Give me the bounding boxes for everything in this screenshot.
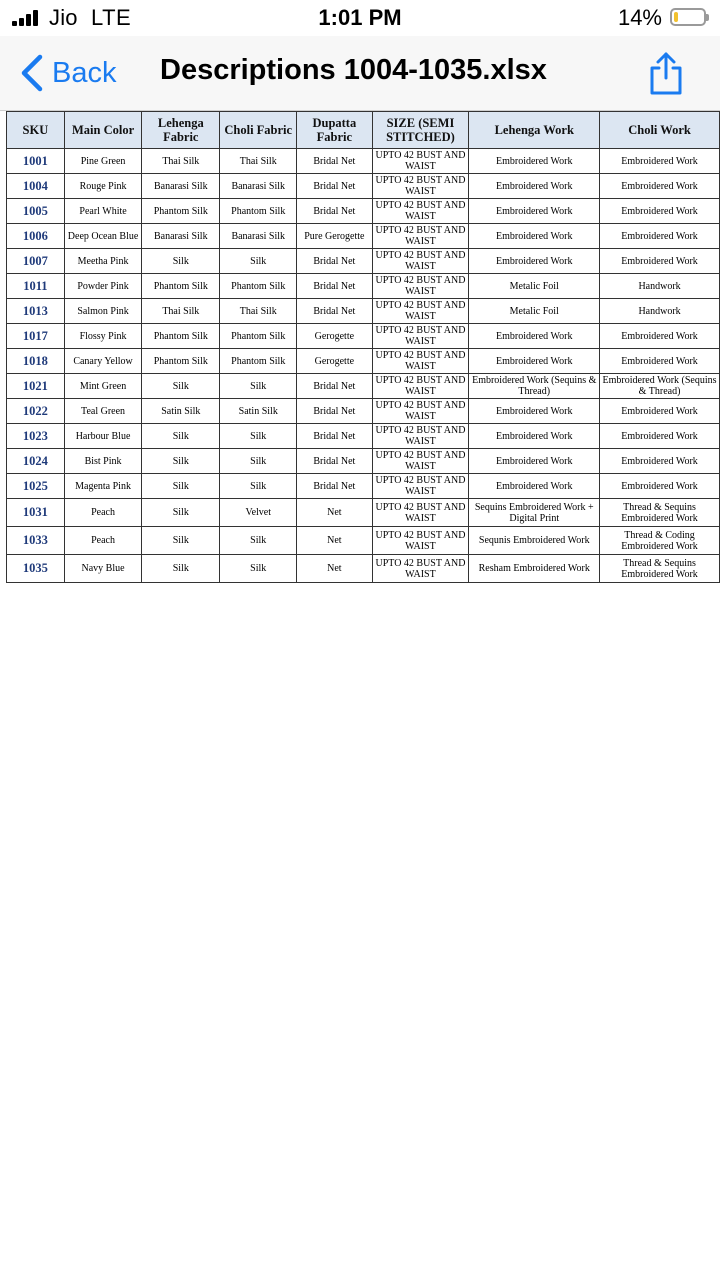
- cell-choli-work[interactable]: Embroidered Work: [600, 474, 720, 499]
- share-icon[interactable]: [646, 50, 686, 96]
- cell-choli-fabric[interactable]: Silk: [220, 424, 297, 449]
- table-row: [7, 424, 720, 449]
- header-lehenga-fabric: Lehenga Fabric: [142, 112, 220, 149]
- cell-dupatta-fabric[interactable]: Gerogette: [297, 324, 372, 349]
- cell-sku[interactable]: 1033: [7, 527, 65, 555]
- cell-lehenga-work[interactable]: Metalic Foil: [469, 274, 600, 299]
- cell-main-color[interactable]: Peach: [64, 527, 141, 555]
- cell-lehenga-work[interactable]: Resham Embroidered Work: [469, 555, 600, 583]
- cell-size[interactable]: UPTO 42 BUST AND WAIST: [372, 499, 469, 527]
- cell-main-color[interactable]: Pearl White: [64, 199, 141, 224]
- network-type: LTE: [91, 5, 132, 30]
- header-choli-work: Choli Work: [600, 112, 720, 149]
- cell-dupatta-fabric[interactable]: Bridal Net: [297, 249, 372, 274]
- cell-choli-work[interactable]: Thread & Coding Embroidered Work: [600, 527, 720, 555]
- navigation-bar: [0, 36, 720, 111]
- cell-size[interactable]: UPTO 42 BUST AND WAIST: [372, 149, 469, 174]
- cell-size[interactable]: UPTO 42 BUST AND WAIST: [372, 527, 469, 555]
- cell-main-color[interactable]: Magenta Pink: [64, 474, 141, 499]
- cell-lehenga-work[interactable]: Embroidered Work: [469, 349, 600, 374]
- table-row: [7, 324, 720, 349]
- cell-dupatta-fabric[interactable]: Bridal Net: [297, 299, 372, 324]
- cell-lehenga-work[interactable]: Embroidered Work: [469, 474, 600, 499]
- cell-size[interactable]: UPTO 42 BUST AND WAIST: [372, 424, 469, 449]
- cell-dupatta-fabric[interactable]: Bridal Net: [297, 474, 372, 499]
- cell-choli-work[interactable]: Thread & Sequins Embroidered Work: [600, 499, 720, 527]
- table-row: [7, 274, 720, 299]
- cell-main-color[interactable]: Navy Blue: [64, 555, 141, 583]
- header-main-color: Main Color: [64, 112, 141, 149]
- cell-sku[interactable]: 1017: [7, 324, 65, 349]
- cell-size[interactable]: UPTO 42 BUST AND WAIST: [372, 374, 469, 399]
- cell-sku[interactable]: 1025: [7, 474, 65, 499]
- cell-sku[interactable]: 1035: [7, 555, 65, 583]
- cell-main-color[interactable]: Salmon Pink: [64, 299, 141, 324]
- cell-choli-work[interactable]: Embroidered Work: [600, 149, 720, 174]
- cell-size[interactable]: UPTO 42 BUST AND WAIST: [372, 555, 469, 583]
- table-row: [7, 474, 720, 499]
- status-time: 1:01 PM: [318, 5, 402, 30]
- cell-lehenga-work[interactable]: Embroidered Work: [469, 449, 600, 474]
- cell-size[interactable]: UPTO 42 BUST AND WAIST: [372, 349, 469, 374]
- cell-size[interactable]: UPTO 42 BUST AND WAIST: [372, 249, 469, 274]
- cell-dupatta-fabric[interactable]: Gerogette: [297, 349, 372, 374]
- table-row: [7, 449, 720, 474]
- cell-size[interactable]: UPTO 42 BUST AND WAIST: [372, 299, 469, 324]
- cell-choli-fabric[interactable]: Phantom Silk: [220, 199, 297, 224]
- cell-lehenga-fabric[interactable]: Silk: [142, 527, 220, 555]
- cell-main-color[interactable]: Peach: [64, 499, 141, 527]
- cell-lehenga-work[interactable]: Sequnis Embroidered Work: [469, 527, 600, 555]
- table-row: [7, 349, 720, 374]
- cell-choli-work[interactable]: Embroidered Work: [600, 199, 720, 224]
- cell-dupatta-fabric[interactable]: Bridal Net: [297, 424, 372, 449]
- cell-dupatta-fabric[interactable]: Net: [297, 499, 372, 527]
- cell-main-color[interactable]: Teal Green: [64, 399, 141, 424]
- cell-size[interactable]: UPTO 42 BUST AND WAIST: [372, 224, 469, 249]
- cell-choli-fabric[interactable]: Phantom Silk: [220, 274, 297, 299]
- table-row: [7, 299, 720, 324]
- cell-choli-fabric[interactable]: Phantom Silk: [220, 349, 297, 374]
- cell-main-color[interactable]: Harbour Blue: [64, 424, 141, 449]
- carrier-name: Jio: [49, 5, 78, 30]
- cell-lehenga-work[interactable]: Metalic Foil: [469, 299, 600, 324]
- battery-percent: 14%: [617, 5, 662, 30]
- cell-main-color[interactable]: Bist Pink: [64, 449, 141, 474]
- cell-lehenga-work[interactable]: Embroidered Work: [469, 174, 600, 199]
- cell-choli-fabric[interactable]: Thai Silk: [220, 299, 297, 324]
- cell-sku[interactable]: 1021: [7, 374, 65, 399]
- header-sku: SKU: [7, 112, 65, 149]
- cell-lehenga-fabric[interactable]: Phantom Silk: [142, 349, 220, 374]
- cell-choli-work[interactable]: Embroidered Work: [600, 249, 720, 274]
- cell-size[interactable]: UPTO 42 BUST AND WAIST: [372, 324, 469, 349]
- cell-sku[interactable]: 1018: [7, 349, 65, 374]
- battery-level-fill: [674, 12, 678, 22]
- cell-choli-work[interactable]: Embroidered Work: [600, 399, 720, 424]
- cell-choli-work[interactable]: Handwork: [600, 274, 720, 299]
- battery-icon: [670, 8, 706, 26]
- cell-main-color[interactable]: Flossy Pink: [64, 324, 141, 349]
- cell-dupatta-fabric[interactable]: Net: [297, 527, 372, 555]
- status-bar: [0, 0, 720, 36]
- cell-lehenga-work[interactable]: Embroidered Work (Sequins & Thread): [469, 374, 600, 399]
- cell-choli-fabric[interactable]: Silk: [220, 374, 297, 399]
- cell-lehenga-fabric[interactable]: Satin Silk: [142, 399, 220, 424]
- cell-lehenga-fabric[interactable]: Phantom Silk: [142, 324, 220, 349]
- cell-choli-fabric[interactable]: Silk: [220, 474, 297, 499]
- cell-sku[interactable]: 1011: [7, 274, 65, 299]
- chevron-left-icon: [18, 53, 48, 93]
- table-row: [7, 199, 720, 224]
- header-dupatta-fabric: Dupatta Fabric: [297, 112, 372, 149]
- cell-lehenga-fabric[interactable]: Thai Silk: [142, 149, 220, 174]
- table-row: [7, 399, 720, 424]
- header-size: SIZE (SEMI STITCHED): [372, 112, 469, 149]
- cell-lehenga-work[interactable]: Sequins Embroidered Work + Digital Print: [469, 499, 600, 527]
- cell-dupatta-fabric[interactable]: Bridal Net: [297, 149, 372, 174]
- cell-lehenga-fabric[interactable]: Phantom Silk: [142, 274, 220, 299]
- cell-lehenga-fabric[interactable]: Silk: [142, 555, 220, 583]
- cell-lehenga-fabric[interactable]: Thai Silk: [142, 299, 220, 324]
- cell-size[interactable]: UPTO 42 BUST AND WAIST: [372, 174, 469, 199]
- header-choli-fabric: Choli Fabric: [220, 112, 297, 149]
- cell-main-color[interactable]: Canary Yellow: [64, 349, 141, 374]
- table-row: [7, 174, 720, 199]
- cell-choli-fabric[interactable]: Silk: [220, 449, 297, 474]
- cell-lehenga-fabric[interactable]: Silk: [142, 374, 220, 399]
- table-row: [7, 374, 720, 399]
- cell-choli-fabric[interactable]: Silk: [220, 555, 297, 583]
- cell-choli-fabric[interactable]: Silk: [220, 527, 297, 555]
- cell-lehenga-fabric[interactable]: Banarasi Silk: [142, 224, 220, 249]
- cell-size[interactable]: UPTO 42 BUST AND WAIST: [372, 199, 469, 224]
- spreadsheet-table: [6, 111, 720, 583]
- cell-choli-fabric[interactable]: Silk: [220, 249, 297, 274]
- cell-sku[interactable]: 1013: [7, 299, 65, 324]
- cell-lehenga-work[interactable]: Embroidered Work: [469, 249, 600, 274]
- table-row: [7, 555, 720, 583]
- cell-choli-work[interactable]: Embroidered Work: [600, 224, 720, 249]
- cell-dupatta-fabric[interactable]: Net: [297, 555, 372, 583]
- cell-lehenga-work[interactable]: Embroidered Work: [469, 424, 600, 449]
- cell-size[interactable]: UPTO 42 BUST AND WAIST: [372, 449, 469, 474]
- cell-sku[interactable]: 1023: [7, 424, 65, 449]
- cell-sku[interactable]: 1001: [7, 149, 65, 174]
- cell-choli-work[interactable]: Handwork: [600, 299, 720, 324]
- cell-main-color[interactable]: Powder Pink: [64, 274, 141, 299]
- cell-dupatta-fabric[interactable]: Bridal Net: [297, 449, 372, 474]
- cell-choli-work[interactable]: Embroidered Work: [600, 324, 720, 349]
- cell-lehenga-work[interactable]: Embroidered Work: [469, 199, 600, 224]
- table-row: [7, 224, 720, 249]
- table-row: [7, 527, 720, 555]
- cell-sku[interactable]: 1022: [7, 399, 65, 424]
- cell-choli-fabric[interactable]: Banarasi Silk: [220, 224, 297, 249]
- cell-main-color[interactable]: Pine Green: [64, 149, 141, 174]
- cell-main-color[interactable]: Meetha Pink: [64, 249, 141, 274]
- cell-choli-work[interactable]: Thread & Sequins Embroidered Work: [600, 555, 720, 583]
- back-button[interactable]: [18, 50, 116, 96]
- cell-choli-fabric[interactable]: Banarasi Silk: [220, 174, 297, 199]
- cell-main-color[interactable]: Mint Green: [64, 374, 141, 399]
- cell-choli-fabric[interactable]: Satin Silk: [220, 399, 297, 424]
- cell-lehenga-fabric[interactable]: Silk: [142, 424, 220, 449]
- cell-size[interactable]: UPTO 42 BUST AND WAIST: [372, 274, 469, 299]
- cell-sku[interactable]: 1004: [7, 174, 65, 199]
- table-row: [7, 149, 720, 174]
- cell-lehenga-fabric[interactable]: Silk: [142, 474, 220, 499]
- cell-lehenga-fabric[interactable]: Silk: [142, 449, 220, 474]
- header-lehenga-work: Lehenga Work: [469, 112, 600, 149]
- cell-choli-fabric[interactable]: Thai Silk: [220, 149, 297, 174]
- cell-choli-work[interactable]: Embroidered Work (Sequins & Thread): [600, 374, 720, 399]
- cell-main-color[interactable]: Rouge Pink: [64, 174, 141, 199]
- cell-main-color[interactable]: Deep Ocean Blue: [64, 224, 141, 249]
- cell-lehenga-work[interactable]: Embroidered Work: [469, 224, 600, 249]
- cell-size[interactable]: UPTO 42 BUST AND WAIST: [372, 474, 469, 499]
- table-row: [7, 499, 720, 527]
- cell-lehenga-work[interactable]: Embroidered Work: [469, 149, 600, 174]
- table-row: [7, 249, 720, 274]
- cell-size[interactable]: UPTO 42 BUST AND WAIST: [372, 399, 469, 424]
- cell-dupatta-fabric[interactable]: Bridal Net: [297, 399, 372, 424]
- cell-sku[interactable]: 1006: [7, 224, 65, 249]
- back-label: Back: [52, 56, 117, 89]
- cell-sku[interactable]: 1005: [7, 199, 65, 224]
- cell-choli-work[interactable]: Embroidered Work: [600, 174, 720, 199]
- cell-lehenga-work[interactable]: Embroidered Work: [469, 324, 600, 349]
- cell-lehenga-work[interactable]: Embroidered Work: [469, 399, 600, 424]
- cell-dupatta-fabric[interactable]: Bridal Net: [297, 174, 372, 199]
- cell-dupatta-fabric[interactable]: Bridal Net: [297, 199, 372, 224]
- cell-sku[interactable]: 1024: [7, 449, 65, 474]
- cell-sku[interactable]: 1031: [7, 499, 65, 527]
- cell-dupatta-fabric[interactable]: Pure Gerogette: [297, 224, 372, 249]
- cell-dupatta-fabric[interactable]: Bridal Net: [297, 274, 372, 299]
- document-title: Descriptions 1004-1035.xlsx: [160, 54, 547, 86]
- cell-choli-fabric[interactable]: Phantom Silk: [220, 324, 297, 349]
- cell-choli-work[interactable]: Embroidered Work: [600, 349, 720, 374]
- cell-choli-fabric[interactable]: Velvet: [220, 499, 297, 527]
- header-row: [7, 112, 720, 149]
- cell-lehenga-fabric[interactable]: Silk: [142, 249, 220, 274]
- cell-lehenga-fabric[interactable]: Silk: [142, 499, 220, 527]
- cell-choli-work[interactable]: Embroidered Work: [600, 449, 720, 474]
- cell-lehenga-fabric[interactable]: Banarasi Silk: [142, 174, 220, 199]
- spreadsheet-view[interactable]: [0, 111, 720, 591]
- cell-lehenga-fabric[interactable]: Phantom Silk: [142, 199, 220, 224]
- cell-dupatta-fabric[interactable]: Bridal Net: [297, 374, 372, 399]
- cell-sku[interactable]: 1007: [7, 249, 65, 274]
- cell-choli-work[interactable]: Embroidered Work: [600, 424, 720, 449]
